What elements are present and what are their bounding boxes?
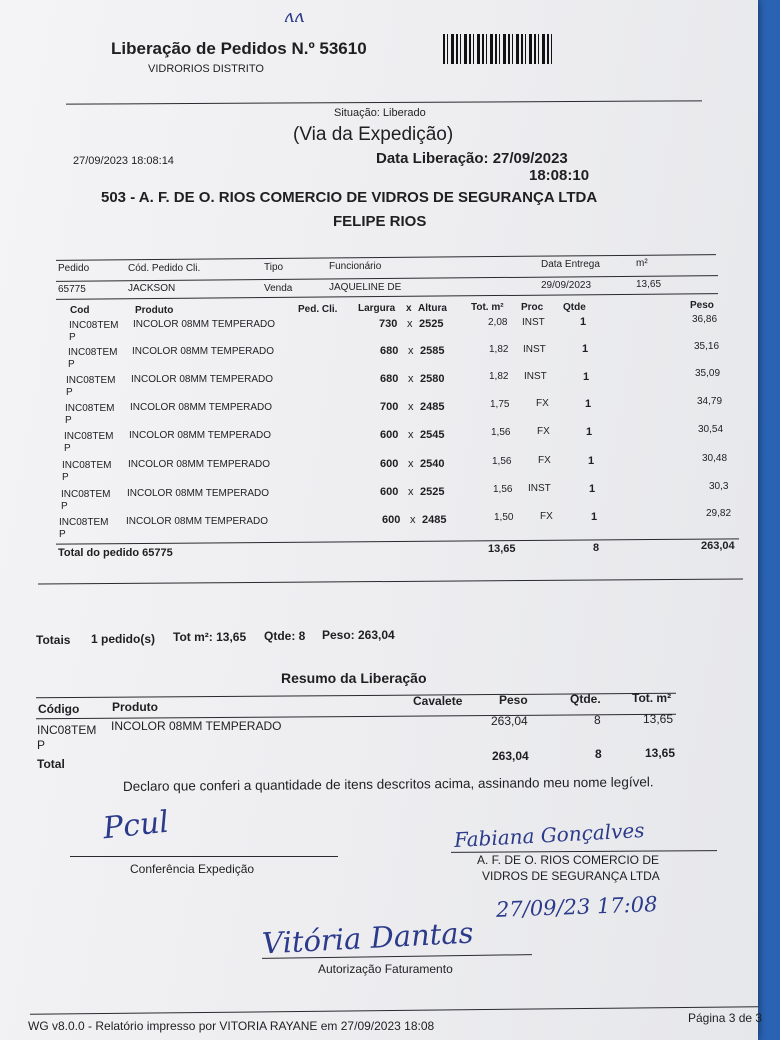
row-peso: 35,16	[694, 341, 720, 352]
row-largura: 730	[379, 318, 398, 330]
total-pedido-label: Total do pedido 65775	[58, 547, 173, 559]
resumo-codigo-cont: P	[37, 738, 46, 752]
row-cod-cont: P	[66, 387, 73, 398]
row-tot-m2: 1,56	[492, 456, 512, 467]
resumo-tot-m2: 13,65	[643, 712, 674, 726]
row-altura: 2525	[420, 486, 445, 498]
row-cod: INC08TEM	[64, 431, 114, 442]
row-tot-m2: 1,75	[490, 399, 510, 410]
signature-autorizacao: Vitória Dantas	[261, 915, 475, 961]
resumo-peso: 263,04	[491, 714, 528, 728]
row-altura: 2585	[420, 345, 445, 357]
row-largura: 600	[382, 514, 401, 526]
value-m2: 13,65	[636, 279, 662, 290]
row-cod: INC08TEM	[61, 489, 111, 500]
row-peso: 29,82	[706, 508, 732, 519]
row-proc: INST	[523, 344, 546, 355]
client-name: FELIPE RIOS	[333, 213, 427, 230]
totais-label: Totais	[36, 633, 71, 647]
resumo-codigo: INC08TEM	[37, 723, 97, 737]
row-proc: INST	[522, 317, 545, 328]
totais-qtde: Qtde: 8	[264, 629, 306, 643]
resumo-total-qtde: 8	[595, 747, 602, 761]
footer-page-number: Página 3 de 3	[688, 1011, 763, 1025]
totais-m2: Tot m²: 13,65	[173, 630, 247, 644]
row-cod-cont: P	[61, 501, 68, 512]
row-cod-cont: P	[68, 359, 75, 370]
footer-print-info: WG v8.0.0 - Relatório impresso por VITORIA RAYANE em 27/09/2023 18:08	[28, 1019, 435, 1033]
via-text: (Via da Expedição)	[293, 124, 454, 145]
row-cod-cont: P	[65, 415, 72, 426]
col-ped-cli: Ped. Cli.	[298, 304, 338, 315]
signature-conferencia: Pcul	[101, 804, 171, 847]
row-x: x	[408, 345, 414, 357]
row-proc: FX	[537, 426, 550, 437]
col-largura: Largura	[358, 303, 396, 314]
resumo-col-cavalete: Cavalete	[413, 694, 463, 708]
row-largura: 600	[380, 486, 399, 498]
row-tot-m2: 1,82	[489, 371, 509, 382]
row-qtde: 1	[588, 455, 595, 467]
row-proc: FX	[540, 511, 553, 522]
row-qtde: 1	[585, 398, 592, 410]
row-produto: INCOLOR 08MM TEMPERADO	[126, 516, 269, 527]
col-produto: Produto	[135, 305, 174, 316]
row-tot-m2: 1,56	[493, 484, 513, 495]
row-x: x	[408, 429, 414, 441]
row-tot-m2: 1,56	[491, 427, 511, 438]
row-altura: 2540	[420, 458, 445, 470]
declaration-text: Declaro que conferi a quantidade de itens descritos acima, assinando meu nome legível.	[122, 774, 654, 794]
label-m2: m²	[636, 258, 648, 269]
label-pedido: Pedido	[58, 263, 90, 274]
label-funcionario: Funcionário	[329, 261, 382, 272]
row-produto: INCOLOR 08MM TEMPERADO	[129, 430, 272, 441]
row-cod: INC08TEM	[66, 375, 116, 386]
divider	[56, 275, 718, 282]
totais-pedidos: 1 pedido(s)	[91, 632, 156, 646]
situacao-text: Situação: Liberado	[334, 107, 426, 119]
row-cod: INC08TEM	[59, 517, 109, 528]
col-qtde: Qtde	[563, 302, 586, 313]
row-largura: 680	[380, 373, 399, 385]
document-title: Liberação de Pedidos N.º 53610	[111, 39, 367, 58]
row-peso: 35,09	[695, 368, 721, 379]
row-altura: 2525	[419, 318, 444, 330]
row-largura: 600	[380, 429, 399, 441]
row-largura: 700	[380, 401, 399, 413]
row-qtde: 1	[589, 483, 596, 495]
data-liberacao: Data Liberação: 27/09/2023	[376, 150, 568, 167]
row-x: x	[408, 486, 414, 498]
row-qtde: 1	[580, 316, 587, 328]
row-peso: 34,79	[697, 396, 723, 407]
row-cod: INC08TEM	[65, 403, 115, 414]
row-largura: 680	[380, 345, 399, 357]
value-tipo: Venda	[264, 283, 293, 294]
row-altura: 2485	[420, 401, 445, 413]
row-cod-cont: P	[59, 529, 66, 540]
row-tot-m2: 1,50	[494, 512, 514, 523]
row-proc: INST	[528, 483, 551, 494]
data-liberacao-time: 18:08:10	[529, 167, 590, 184]
divider	[56, 293, 718, 300]
col-cod: Cod	[70, 305, 90, 316]
row-produto: INCOLOR 08MM TEMPERADO	[133, 319, 276, 330]
row-peso: 30,54	[698, 424, 724, 435]
resumo-col-produto: Produto	[112, 700, 158, 714]
row-x: x	[408, 458, 414, 470]
resumo-col-codigo: Código	[38, 702, 80, 716]
value-cod-pedido-cli: JACKSON	[128, 283, 176, 294]
resumo-col-qtde: Qtde.	[570, 692, 601, 706]
resumo-total-tot-m2: 13,65	[645, 746, 676, 760]
row-tot-m2: 2,08	[488, 317, 508, 328]
company-name: VIDRORIOS DISTRITO	[148, 63, 264, 75]
row-qtde: 1	[591, 511, 598, 523]
row-tot-m2: 1,82	[489, 344, 509, 355]
row-altura: 2580	[420, 373, 445, 385]
row-produto: INCOLOR 08MM TEMPERADO	[132, 346, 275, 357]
row-produto: INCOLOR 08MM TEMPERADO	[131, 374, 274, 385]
barcode	[443, 34, 555, 64]
row-x: x	[407, 318, 413, 330]
label-tipo: Tipo	[264, 262, 284, 273]
resumo-total-peso: 263,04	[492, 749, 529, 763]
row-qtde: 1	[582, 343, 589, 355]
divider	[56, 254, 716, 261]
label-data-entrega: Data Entrega	[541, 259, 600, 270]
row-x: x	[408, 373, 414, 385]
col-proc: Proc	[521, 302, 544, 313]
total-pedido-m2: 13,65	[488, 543, 516, 555]
row-altura: 2545	[420, 429, 445, 441]
row-peso: 30,3	[709, 481, 729, 492]
company-sign-line2: VIDROS DE SEGURANÇA LTDA	[482, 869, 660, 883]
divider	[30, 1006, 758, 1015]
col-tot-m2: Tot. m²	[471, 302, 504, 313]
row-proc: FX	[538, 455, 551, 466]
row-qtde: 1	[586, 426, 593, 438]
autorizacao-label: Autorização Faturamento	[318, 962, 453, 976]
divider	[38, 579, 743, 585]
row-proc: INST	[524, 371, 547, 382]
row-produto: INCOLOR 08MM TEMPERADO	[128, 459, 271, 470]
signature-company: Fabiana Gonçalves	[453, 818, 646, 852]
resumo-total-label: Total	[37, 757, 65, 771]
col-altura: Altura	[418, 303, 447, 314]
row-x: x	[410, 514, 416, 526]
value-funcionario: JAQUELINE DE	[329, 282, 402, 293]
conferencia-label: Conferência Expedição	[130, 862, 255, 876]
row-x: x	[408, 401, 414, 413]
col-peso: Peso	[690, 300, 714, 311]
row-cod-cont: P	[64, 443, 71, 454]
resumo-col-peso: Peso	[499, 693, 528, 707]
col-x: x	[406, 303, 412, 314]
row-cod: INC08TEM	[68, 347, 118, 358]
handwritten-date: 27/09/23 17:08	[495, 892, 658, 922]
totais-peso: Peso: 263,04	[322, 628, 395, 642]
handwritten-mark: ʌʌ	[284, 6, 305, 27]
signature-line	[70, 856, 338, 857]
print-datetime: 27/09/2023 18:08:14	[73, 155, 174, 167]
resumo-qtde: 8	[594, 713, 601, 727]
company-sign-line1: A. F. DE O. RIOS COMERCIO DE	[477, 853, 660, 867]
divider	[56, 538, 739, 544]
row-cod-cont: P	[69, 332, 76, 343]
label-cod-pedido-cli: Cód. Pedido Cli.	[128, 263, 201, 274]
row-cod: INC08TEM	[69, 320, 119, 331]
row-peso: 30,48	[702, 453, 728, 464]
row-qtde: 1	[583, 371, 590, 383]
row-cod: INC08TEM	[62, 460, 112, 471]
row-proc: FX	[536, 398, 549, 409]
row-produto: INCOLOR 08MM TEMPERADO	[130, 402, 273, 413]
resumo-title: Resumo da Liberação	[281, 670, 427, 686]
divider	[66, 100, 702, 104]
total-pedido-peso: 263,04	[701, 540, 735, 552]
resumo-col-tot-m2: Tot. m²	[632, 691, 672, 705]
value-pedido: 65775	[58, 284, 86, 295]
row-cod-cont: P	[62, 472, 69, 483]
value-data-entrega: 29/09/2023	[541, 280, 592, 291]
row-largura: 600	[380, 458, 399, 470]
row-altura: 2485	[422, 514, 447, 526]
client-line: 503 - A. F. DE O. RIOS COMERCIO DE VIDROS DE SEGURANÇA LTDA	[101, 189, 598, 206]
total-pedido-qtde: 8	[593, 542, 600, 554]
row-produto: INCOLOR 08MM TEMPERADO	[127, 488, 270, 499]
row-peso: 36,86	[692, 314, 718, 325]
resumo-produto: INCOLOR 08MM TEMPERADO	[111, 719, 282, 733]
